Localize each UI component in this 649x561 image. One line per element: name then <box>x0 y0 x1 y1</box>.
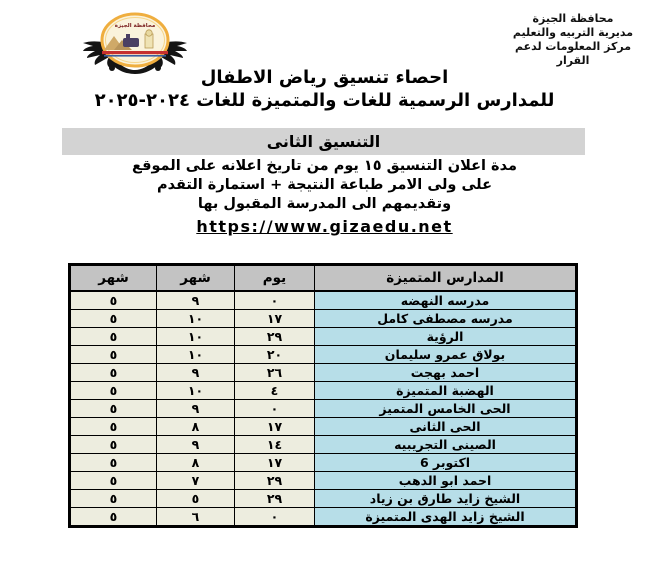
day-cell: ٢٦ <box>235 364 315 382</box>
month1-cell: ٨ <box>157 418 235 436</box>
logo-title-text: محافظة الجيزة <box>114 23 156 29</box>
month1-cell: ٨ <box>157 454 235 472</box>
school-name-cell: اكتوبر 6 <box>315 454 577 472</box>
notice-paragraph <box>0 157 649 214</box>
school-name-cell: الشيخ زايد طارق بن زياد <box>315 490 577 508</box>
table-row <box>70 346 577 364</box>
month1-cell: ٥ <box>157 490 235 508</box>
school-name-cell: الهضبة المتميزة <box>315 382 577 400</box>
table-row <box>70 418 577 436</box>
month1-cell: ١٠ <box>157 346 235 364</box>
school-name-cell: الصينى التجريبيه <box>315 436 577 454</box>
table-row <box>70 291 577 310</box>
col-header-month1: شهر <box>157 265 235 292</box>
day-cell: ١٤ <box>235 436 315 454</box>
title-line1: احصاء تنسيق رياض الاطفال <box>200 67 449 88</box>
school-name-cell: بولاق عمرو سليمان <box>315 346 577 364</box>
month1-cell: ١٠ <box>157 328 235 346</box>
day-cell: ٢٠ <box>235 346 315 364</box>
day-cell: ٠ <box>235 291 315 310</box>
section-banner: التنسيق الثانى <box>62 128 585 155</box>
month2-cell: ٥ <box>70 382 157 400</box>
page-title <box>0 66 649 112</box>
notice-line2: على ولى الامر طباعة النتيجة + استمارة التقدم <box>156 177 492 193</box>
school-name-cell: الحى الثانى <box>315 418 577 436</box>
day-cell: ١٧ <box>235 454 315 472</box>
month2-cell: ٥ <box>70 310 157 328</box>
water-line <box>104 55 166 57</box>
school-name-cell: مدرسه النهضه <box>315 291 577 310</box>
schools-table <box>68 263 578 528</box>
month2-cell: ٥ <box>70 454 157 472</box>
month2-cell: ٥ <box>70 328 157 346</box>
table-row <box>70 508 577 527</box>
day-cell: ٢٩ <box>235 328 315 346</box>
table-row <box>70 400 577 418</box>
table-header-row <box>70 265 577 292</box>
table-row <box>70 382 577 400</box>
org-line-directorate: مديرية التربيه والتعليم <box>512 26 634 39</box>
month2-cell: ٥ <box>70 346 157 364</box>
month1-cell: ٩ <box>157 291 235 310</box>
col-header-day: يوم <box>235 265 315 292</box>
month1-cell: ٩ <box>157 364 235 382</box>
day-cell: ٠ <box>235 508 315 527</box>
table-row <box>70 490 577 508</box>
school-name-cell: احمد ابو الدهب <box>315 472 577 490</box>
school-name-cell: احمد بهجت <box>315 364 577 382</box>
school-name-cell: مدرسه مصطفى كامل <box>315 310 577 328</box>
notice-line3: وتقديمهم الى المدرسة المقبول بها <box>197 196 452 212</box>
month1-cell: ١٠ <box>157 310 235 328</box>
day-cell: ١٧ <box>235 310 315 328</box>
month2-cell: ٥ <box>70 436 157 454</box>
month2-cell: ٥ <box>70 472 157 490</box>
org-header-block <box>503 12 643 68</box>
title-line2: للمدارس الرسمية للغات والمتميزة للغات ٢٠٢٤-٢٠٢٥ <box>94 90 555 111</box>
school-name-cell: الشيخ زايد الهدى المتميزة <box>315 508 577 527</box>
day-cell: ٢٩ <box>235 472 315 490</box>
red-band <box>102 51 168 54</box>
month1-cell: ٧ <box>157 472 235 490</box>
table-row <box>70 472 577 490</box>
school-name-cell: الحى الخامس المتميز <box>315 400 577 418</box>
month1-cell: ٦ <box>157 508 235 527</box>
table-row <box>70 364 577 382</box>
month1-cell: ٩ <box>157 400 235 418</box>
school-name-cell: الرؤية <box>315 328 577 346</box>
day-cell: ٤ <box>235 382 315 400</box>
month1-cell: ٩ <box>157 436 235 454</box>
org-line-info-center: مركز المعلومات لدعم القرار <box>514 40 632 67</box>
month2-cell: ٥ <box>70 400 157 418</box>
day-cell: ٠ <box>235 400 315 418</box>
monument-icon <box>123 38 139 47</box>
month2-cell: ٥ <box>70 490 157 508</box>
website-link[interactable]: https://www.gizaedu.net <box>196 217 453 236</box>
col-header-schools: المدارس المتميزة <box>315 265 577 292</box>
url-row <box>0 217 649 236</box>
month2-cell: ٥ <box>70 508 157 527</box>
table-row <box>70 310 577 328</box>
table-row <box>70 454 577 472</box>
month2-cell: ٥ <box>70 291 157 310</box>
month1-cell: ١٠ <box>157 382 235 400</box>
table-row <box>70 328 577 346</box>
month2-cell: ٥ <box>70 418 157 436</box>
org-line-governorate: محافظة الجيزة <box>532 12 614 25</box>
notice-line1: مدة اعلان التنسيق ١٥ يوم من تاريخ اعلانه على الموقع <box>132 158 517 174</box>
col-header-month2: شهر <box>70 265 157 292</box>
table-row <box>70 436 577 454</box>
day-cell: ٢٩ <box>235 490 315 508</box>
month2-cell: ٥ <box>70 364 157 382</box>
day-cell: ١٧ <box>235 418 315 436</box>
